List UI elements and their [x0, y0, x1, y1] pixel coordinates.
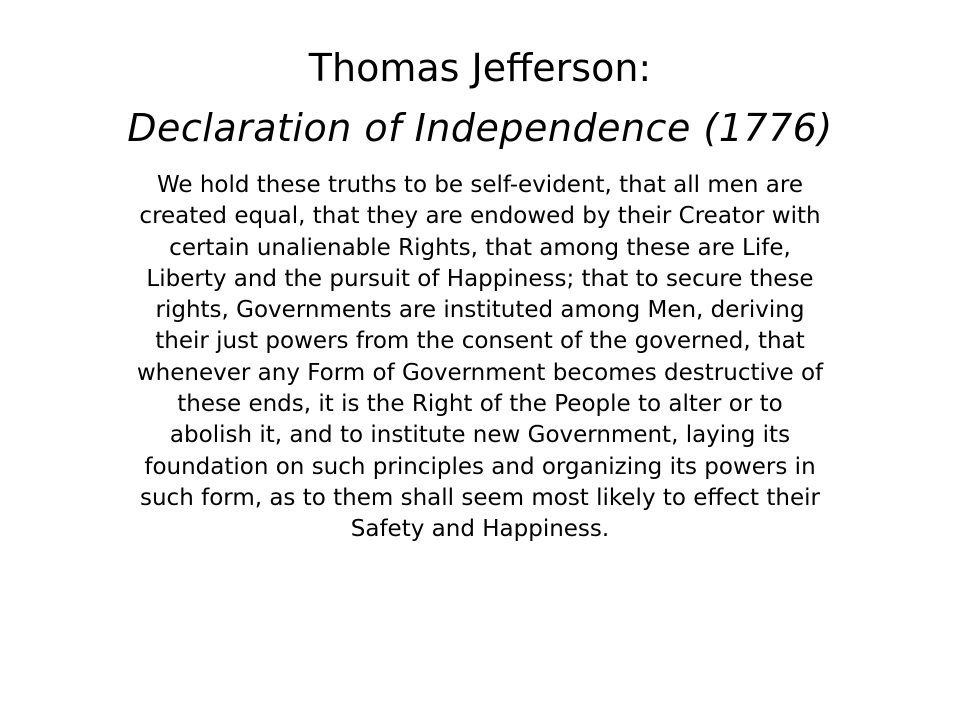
title-document: Declaration of Independence (1776)	[127, 106, 833, 150]
quote-line: their just powers from the consent of the governed, that	[155, 328, 805, 355]
quote-line: Safety and Happiness.	[350, 516, 610, 543]
quote-line: these ends, it is the Right of the People to alter or to	[177, 391, 783, 418]
title-author: Thomas Jefferson:	[308, 46, 652, 90]
slide-title	[60, 38, 900, 158]
quote-line: abolish it, and to institute new Government, laying its	[169, 422, 791, 449]
quote-line: whenever any Form of Government becomes destructive of	[136, 359, 824, 386]
quote-line: such form, as to them shall seem most likely to effect their	[140, 484, 820, 511]
quote-line: rights, Governments are instituted among Men, deriving	[155, 297, 805, 324]
quote-line: created equal, that they are endowed by their Creator with	[139, 203, 821, 230]
quote-line: We hold these truths to be self-evident, that all men are	[156, 172, 804, 198]
quote-line: foundation on such principles and organizing its powers in	[144, 453, 816, 480]
quote-line: certain unalienable Rights, that among these are Life,	[169, 234, 791, 261]
quote-body	[64, 170, 896, 546]
quote-line: Liberty and the pursuit of Happiness; that to secure these	[146, 265, 814, 292]
